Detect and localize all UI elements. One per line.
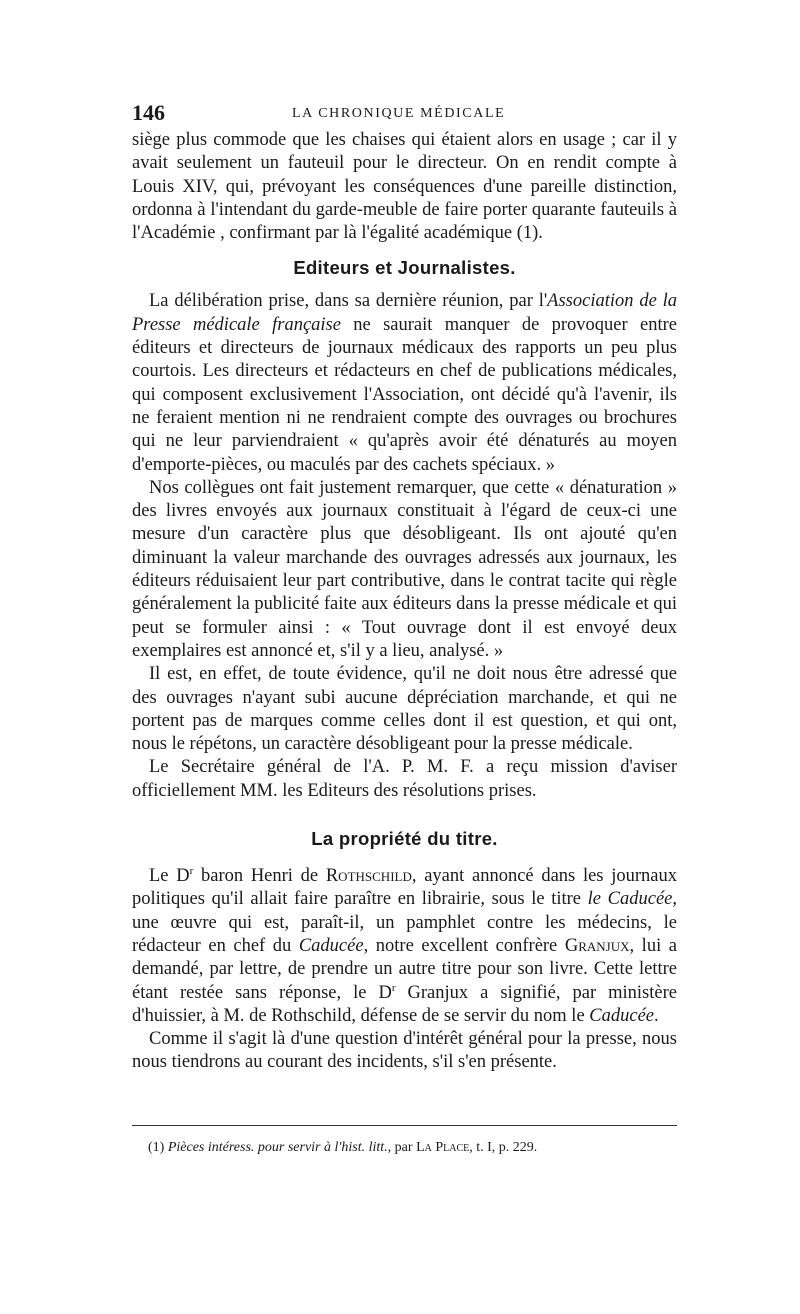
person-name: Rothschild [325,866,412,887]
person-name: Granjux [564,935,630,956]
running-title: LA CHRONIQUE MÉDICALE [292,106,506,121]
work-title: Caducée [589,1005,655,1026]
journal-title: Caducée [298,935,364,956]
continued-paragraph: siège plus commode que les chaises qui étaient alors en usage ; car il y avait seulement un fauteuil pour le directeur. On en rendit compte à Louis XIV, qui, prévoyant les conséquences d'une pareille distinction, ordonna à l'intendant du garde-meuble de faire porter quarante fauteuils à l'Académie , confirmant par là l'égalité académique (1). [132,130,677,244]
text-run: Le D [149,866,190,887]
text-run: , lui a demandé, par lettre, de prendre un autre titre pour son livre. Cette lettre étant restée sans réponse, le D [132,935,677,1003]
footnote [148,1139,678,1157]
paragraph: Le Secrétaire général de l'A. P. M. F. a reçu mission d'aviser officiellement MM. les Editeurs des résolutions prises. [132,757,677,801]
text-run: , par [387,1140,417,1155]
association-name: Association de la Presse médicale française [132,291,677,335]
section-heading-editeurs: Editeurs et Journalistes. [293,257,516,279]
paragraph: Nos collègues ont fait justement remarquer, que cette « dénaturation » des livres envoyés aux journaux constituait à l'égard de ceux-ci une mesure d'un caractère plus que désobligeant. Ils ont ajouté qu'en diminuant la valeur marchande des ouvrages adressés aux journaux, les éditeurs réduisaient leur part contributive, dans le contrat tacite qui règle généralement la publicité faite aux éditeurs dans la presse médicale et qui peut se formuler ainsi : « Tout ouvrage dont il est envoyé deux exemplaires est annoncé et, s'il y a lieu, analysé. » [132,477,677,661]
work-title: le Caducée [587,889,673,910]
paragraph [132,290,677,476]
text-run: , ayant annoncé dans les journaux politiques qu'il allait faire paraître en librairie, sous le titre [132,866,677,910]
superscript: r [391,981,396,994]
page-number: 146 [132,100,165,125]
paragraph: Il est, en effet, de toute évidence, qu'il ne doit nous être adressé que des ouvrages n'ayant subi aucune dépréciation marchande, et qui ne portent pas de marques comme celles dont il est question, et qui ont, nous le répétons, un caractère désobligeant pour la presse médicale. [132,664,677,755]
paragraph [132,865,677,1028]
footnote-marker: (1) [148,1140,168,1155]
page-header [132,100,677,130]
text-run: Granjux a signifié, par ministère d'huissier, à M. de Rothschild, défense de se servir du nom le [132,982,677,1026]
text-run: , t. I, p. 229. [469,1140,538,1155]
footnote-rule [132,1125,677,1126]
footnote-reference: Pièces intéress. pour servir à l'hist. litt. [167,1140,388,1155]
superscript: r [189,864,194,877]
section-heading-propriete: La propriété du titre. [311,828,498,850]
text-run: , une œuvre qui est, paraît-il, un pamphlet contre les médecins, le rédacteur en chef du [132,889,677,956]
article-body [132,129,677,1075]
footnote-author: La Place [416,1140,470,1155]
text-run: La délibération prise, dans sa dernière réunion, par l' [149,291,548,312]
text-run: , notre excellent confrère [363,935,565,956]
text-run: ne saurait manquer de provoquer entre éditeurs et directeurs de journaux médicaux des rapports un peu plus courtois. Les directeurs et rédacteurs en chef de publications médicales, qui composent exclusivement l'Association, ont décidé qu'à l'avenir, ils ne feraient mention ni ne rendraient compte des ouvrages ou brochures qui ne leur parviendraient « qu'après avoir été dénaturés au moyen d'emporte-pièces, ou maculés par des cachets spéciaux. » [132,314,677,475]
paragraph: Comme il s'agit là d'une question d'intérêt général pour la presse, nous nous tiendrons au courant des incidents, s'il s'en présente. [132,1029,677,1073]
text-run: baron Henri de [193,866,326,887]
text-run: . [654,1005,659,1026]
